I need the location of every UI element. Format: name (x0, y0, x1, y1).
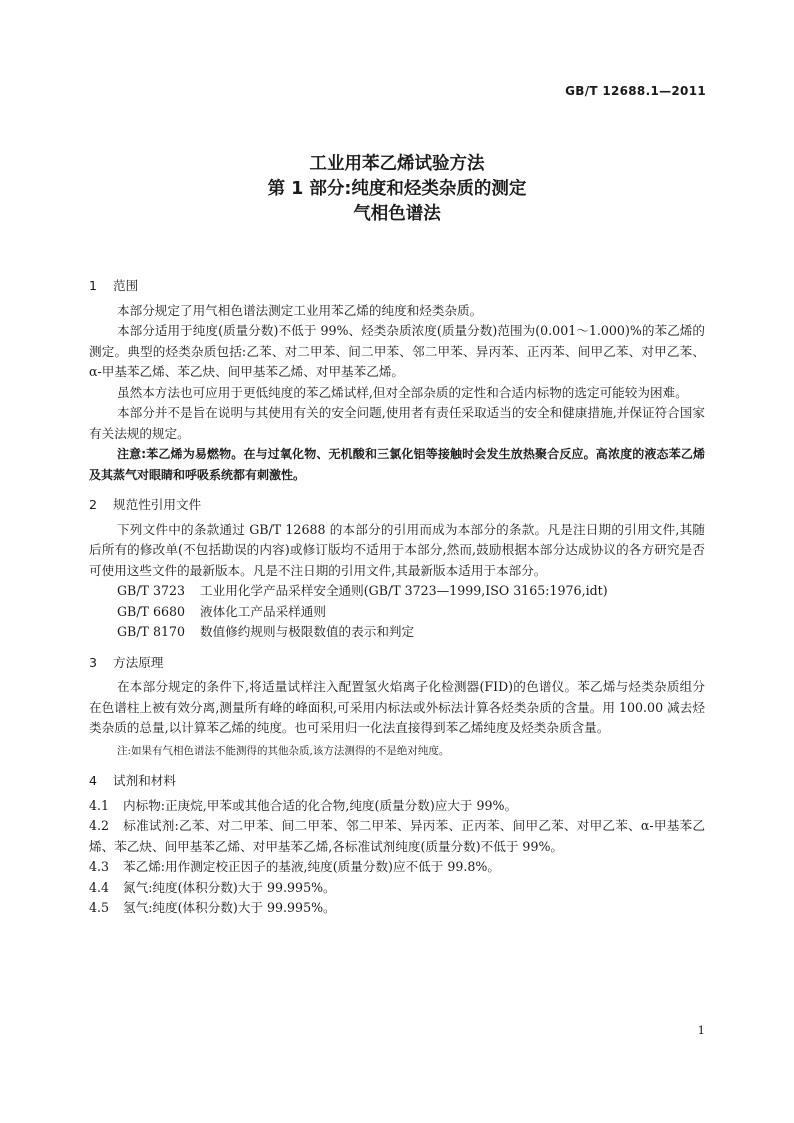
clause-item (89, 857, 705, 878)
section-heading (89, 771, 705, 792)
paragraph: 本部分适用于纯度(质量分数)不低于 99%、烃类杂质浓度(质量分数)范围为(0.001～1.000)%的苯乙烯的测定。典型的烃类杂质包括:乙苯、对二甲苯、间二甲苯、邻二甲苯、异丙苯、正丙苯、间甲乙苯、对甲乙苯、α-甲基苯乙烯、苯乙炔、间甲基苯乙烯、对甲基苯乙烯。 (89, 323, 705, 379)
reference-title: 数值修约规则与极限数值的表示和判定 (200, 624, 415, 639)
note: 注:如果有气相色谱法不能测得的其他杂质,该方法测得的不是绝对纯度。 (117, 744, 450, 757)
reference-item (89, 581, 705, 602)
reference-code: GB/T 6680 (117, 603, 186, 619)
reference-title: 工业用化学产品采样安全通则(GB/T 3723—1999,ISO 3165:1976,idt) (200, 583, 608, 598)
section-heading (89, 653, 705, 674)
document-code: GB/T 12688.1—2011 (565, 84, 706, 98)
clause-text: 苯乙烯:用作测定校正因子的基液,纯度(质量分数)应不低于 99.8%。 (123, 859, 500, 874)
section-principle (89, 653, 705, 762)
section-scope (89, 276, 705, 485)
reference-code: GB/T 8170 (117, 624, 186, 639)
clause-text: 标准试剂:乙苯、对二甲苯、间二甲苯、邻二甲苯、异丙苯、正丙苯、间甲乙苯、对甲乙苯、α-甲基苯乙烯、苯乙炔、间甲基苯乙烯、对甲基苯乙烯,各标准试剂纯度(质量分数)不低于 99%。 (89, 818, 705, 854)
paragraph: 虽然本方法也可应用于更低纯度的苯乙烯试样,但对全部杂质的定性和合适内标物的选定可能较为困难。 (117, 384, 688, 400)
reference-title: 液体化工产品采样通则 (200, 603, 326, 619)
section-normative-references (89, 495, 705, 643)
clause-item (89, 796, 705, 817)
title-line-3: 气相色谱法 (353, 204, 441, 224)
section-heading (89, 495, 705, 516)
reference-code: GB/T 3723 (117, 583, 186, 598)
section-title: 规范性引用文件 (113, 497, 202, 512)
title-line-2: 第 1 部分:纯度和烃类杂质的测定 (267, 179, 527, 199)
clause-number: 4.3 (89, 859, 110, 874)
section-heading (89, 276, 705, 297)
clause-number: 4.1 (89, 797, 110, 813)
section-title: 范围 (113, 278, 139, 293)
section-number: 1 (89, 278, 98, 293)
safety-warning: 注意:苯乙烯为易燃物。在与过氧化物、无机酸和三氯化铝等接触时会发生放热聚合反应。高浓度的液态苯乙烯及其蒸气对眼睛和呼吸系统都有刺激性。 (89, 447, 705, 482)
section-number: 2 (89, 497, 98, 512)
clause-text: 内标物:正庚烷,甲苯或其他合适的化合物,纯度(质量分数)应大于 99%。 (123, 797, 518, 813)
section-number: 3 (89, 654, 98, 670)
page-number: 1 (697, 1023, 705, 1037)
document-title (0, 152, 794, 227)
clause-text: 氮气:纯度(体积分数)大于 99.995%。 (123, 879, 336, 895)
paragraph: 本部分规定了用气相色谱法测定工业用苯乙烯的纯度和烃类杂质。 (117, 302, 483, 318)
title-line-1: 工业用苯乙烯试验方法 (309, 154, 485, 174)
clause-number: 4.5 (89, 900, 110, 915)
paragraph: 在本部分规定的条件下,将适量试样注入配置氢火焰离子化检测器(FID)的色谱仪。苯乙烯与烃类杂质组分在色谱柱上被有效分离,测量所有峰的峰面积,可采用内标法或外标法计算各烃类杂质的含量。用 100.00 减去烃类杂质的总量,以计算苯乙烯的纯度。也可采用归一化法直接得到苯乙烯纯度及烃类杂质含量。 (89, 679, 705, 735)
clause-item (89, 816, 705, 857)
clause-item (89, 878, 705, 899)
clause-number: 4.4 (89, 879, 110, 895)
reference-item (89, 602, 705, 623)
paragraph: 本部分并不是旨在说明与其使用有关的安全问题,使用者有责任采取适当的安全和健康措施,并保证符合国家有关法规的规定。 (89, 405, 705, 441)
section-reagents (89, 771, 705, 919)
reference-item (89, 622, 705, 643)
section-title: 试剂和材料 (113, 773, 176, 788)
clause-number: 4.2 (89, 818, 110, 833)
section-title: 方法原理 (113, 654, 164, 670)
document-body (89, 276, 705, 919)
section-number: 4 (89, 773, 98, 788)
clause-text: 氢气:纯度(体积分数)大于 99.995%。 (123, 900, 336, 915)
paragraph: 下列文件中的条款通过 GB/T 12688 的本部分的引用而成为本部分的条款。凡是注日期的引用文件,其随后所有的修改单(不包括勘误的内容)或修订版均不适用于本部分,然而,鼓励根据本部分达成协议的各方研究是否可使用这些文件的最新版本。凡是不注日期的引用文件,其最新版本适用于本部分。 (89, 521, 705, 578)
clause-item (89, 898, 705, 919)
